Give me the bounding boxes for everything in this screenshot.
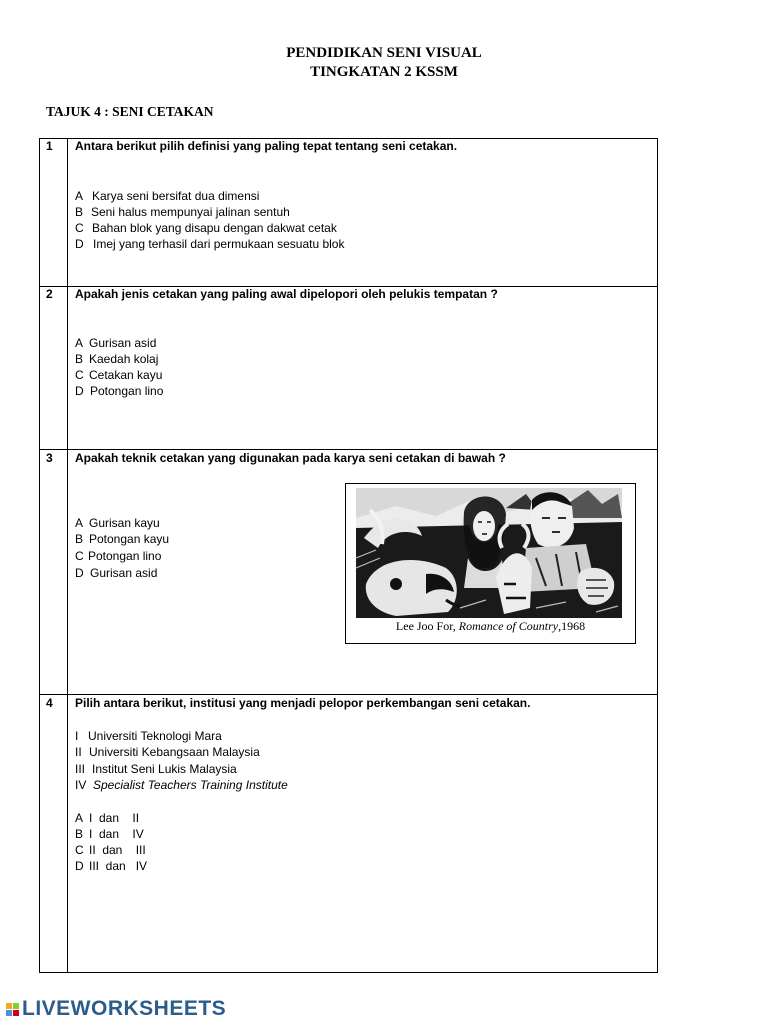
statement-text: Institut Seni Lukis Malaysia bbox=[92, 762, 237, 776]
answer-option[interactable] bbox=[75, 548, 161, 564]
option-text: Bahan blok yang disapu dengan dakwat cetak bbox=[92, 221, 337, 235]
option-text: Seni halus mempunyai jalinan sentuh bbox=[91, 205, 290, 219]
statement-item bbox=[75, 761, 237, 777]
answer-option[interactable] bbox=[75, 515, 160, 531]
row-divider bbox=[39, 449, 658, 450]
statement-item bbox=[75, 744, 260, 760]
option-label: B bbox=[75, 205, 84, 219]
question-text: Antara berikut pilih definisi yang paling tepat tentang seni cetakan. bbox=[75, 139, 458, 153]
option-label: C bbox=[75, 368, 84, 382]
option-text: Gurisan kayu bbox=[89, 516, 160, 530]
option-label: D bbox=[75, 237, 84, 251]
question-number: 4 bbox=[46, 696, 53, 710]
option-label: A bbox=[75, 516, 84, 530]
question-number: 1 bbox=[46, 139, 53, 153]
statement-label: II bbox=[75, 745, 82, 759]
statement-item bbox=[75, 777, 288, 793]
statement-text: Specialist Teachers Training Institute bbox=[93, 778, 288, 792]
answer-option[interactable] bbox=[75, 565, 157, 581]
statement-label: III bbox=[75, 762, 86, 776]
option-text: III dan IV bbox=[89, 859, 148, 873]
row-divider bbox=[39, 694, 658, 695]
artwork-figure bbox=[345, 483, 636, 644]
option-label: A bbox=[75, 336, 84, 350]
option-text: II dan III bbox=[89, 843, 146, 857]
logo-square bbox=[13, 1003, 19, 1009]
question-text: Apakah teknik cetakan yang digunakan pada karya seni cetakan di bawah ? bbox=[75, 451, 506, 465]
option-text: I dan IV bbox=[89, 827, 144, 841]
logo-square bbox=[6, 1003, 12, 1009]
answer-option[interactable] bbox=[75, 236, 344, 252]
topic-heading: TAJUK 4 : SENI CETAKAN bbox=[46, 104, 214, 119]
footer-brand[interactable] bbox=[6, 996, 226, 1022]
option-text: Potongan lino bbox=[88, 549, 162, 563]
option-text: Potongan kayu bbox=[89, 532, 170, 546]
option-label: D bbox=[75, 566, 84, 580]
answer-option[interactable] bbox=[75, 858, 147, 874]
answer-option[interactable] bbox=[75, 383, 163, 399]
option-text: Cetakan kayu bbox=[89, 368, 163, 382]
option-label: A bbox=[75, 189, 84, 203]
artwork-caption bbox=[346, 619, 635, 634]
option-label: A bbox=[75, 811, 84, 825]
answer-option[interactable] bbox=[75, 842, 146, 858]
answer-option[interactable] bbox=[75, 351, 158, 367]
statement-item bbox=[75, 728, 222, 744]
woodcut-artwork-image bbox=[356, 488, 622, 618]
statement-label: IV bbox=[75, 778, 87, 792]
option-text: I dan II bbox=[89, 811, 140, 825]
statement-label: I bbox=[75, 729, 79, 743]
option-label: D bbox=[75, 384, 84, 398]
artwork-year: ,1968 bbox=[558, 619, 586, 633]
artwork-artist: Lee Joo For, bbox=[395, 619, 459, 633]
option-label: C bbox=[75, 843, 84, 857]
page-subtitle: TINGKATAN 2 KSSM bbox=[310, 64, 458, 80]
option-text: Gurisan asid bbox=[89, 336, 157, 350]
answer-option[interactable] bbox=[75, 188, 259, 204]
option-text: Potongan lino bbox=[90, 384, 164, 398]
option-label: B bbox=[75, 352, 84, 366]
answer-option[interactable] bbox=[75, 531, 169, 547]
answer-option[interactable] bbox=[75, 220, 337, 236]
option-label: B bbox=[75, 827, 84, 841]
answer-option[interactable] bbox=[75, 810, 139, 826]
answer-option[interactable] bbox=[75, 204, 290, 220]
question-number: 2 bbox=[46, 287, 53, 301]
answer-option[interactable] bbox=[75, 335, 156, 351]
number-column-divider bbox=[67, 138, 68, 973]
question-text: Pilih antara berikut, institusi yang menjadi pelopor perkembangan seni cetakan. bbox=[75, 696, 531, 710]
option-label: C bbox=[75, 221, 84, 235]
option-label: B bbox=[75, 532, 84, 546]
artwork-title: Romance of Country bbox=[458, 619, 559, 633]
option-text: Kaedah kolaj bbox=[89, 352, 159, 366]
logo-square bbox=[13, 1010, 19, 1016]
statement-text: Universiti Kebangsaan Malaysia bbox=[89, 745, 260, 759]
option-label: C bbox=[75, 549, 84, 563]
question-number: 3 bbox=[46, 451, 53, 465]
option-text: Karya seni bersifat dua dimensi bbox=[92, 189, 260, 203]
answer-option[interactable] bbox=[75, 367, 162, 383]
answer-option[interactable] bbox=[75, 826, 144, 842]
option-text: Imej yang terhasil dari permukaan sesuatu blok bbox=[93, 237, 345, 251]
logo-square bbox=[6, 1010, 12, 1016]
question-text: Apakah jenis cetakan yang paling awal dipelopori oleh pelukis tempatan ? bbox=[75, 287, 498, 301]
option-text: Gurisan asid bbox=[90, 566, 158, 580]
page-title: PENDIDIKAN SENI VISUAL bbox=[286, 45, 482, 61]
liveworksheets-logo-icon bbox=[6, 1003, 19, 1016]
statement-text: Universiti Teknologi Mara bbox=[88, 729, 222, 743]
option-label: D bbox=[75, 859, 84, 873]
brand-name: LIVEWORKSHEETS bbox=[22, 997, 227, 1020]
